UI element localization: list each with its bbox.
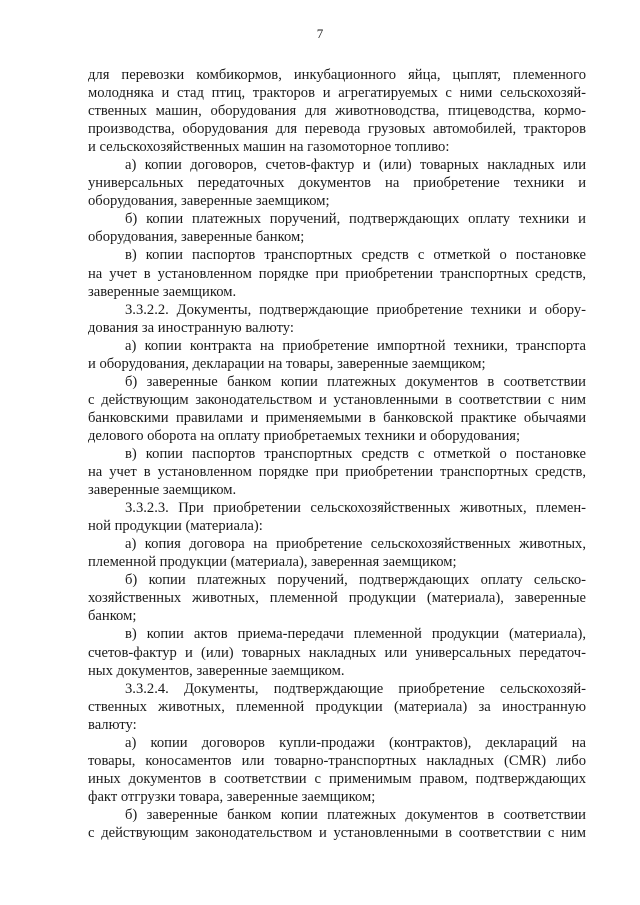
text-line: 3.3.2.3. При приобретении сельскохозяйственных животных, племен- [125, 500, 586, 517]
text-line: производства, оборудования для перевода грузовых автомобилей, тракторов [88, 121, 586, 138]
text-line: с действующим законодательством и установленными в соответствии с ним [88, 824, 586, 841]
text-line: на учет в установленном порядке при приобретении транспортных средств, [88, 464, 586, 481]
text-line: ственных машин, оборудования для животноводства, птицеводства, кормо- [88, 103, 586, 120]
text-line: счетов-фактур и (или) товарных накладных или универсальных передаточ- [88, 644, 586, 661]
text-line: ственных животных, племенной продукции (материала) за иностранную [88, 698, 586, 715]
text-line: б) копии платежных поручений, подтверждающих оплату техники и [125, 211, 586, 228]
text-line: в) копии паспортов транспортных средств с отметкой о постановке [125, 247, 586, 264]
text-line: б) копии платежных поручений, подтверждающих оплату сельско- [125, 572, 586, 589]
text-line: для перевозки комбикормов, инкубационного яйца, цыплят, племенного [88, 67, 586, 83]
page-number: 7 [316, 26, 324, 41]
text-line: а) копии контракта на приобретение импортной техники, транспорта [125, 337, 586, 354]
text-line: ной продукции (материала): [88, 518, 263, 535]
text-line: универсальных передаточных документов на приобретение техники и [88, 175, 586, 192]
text-line: дования за иностранную валюту: [88, 319, 294, 336]
text-line: б) заверенные банком копии платежных документов в соответствии [125, 373, 586, 390]
text-line: банком; [88, 608, 137, 625]
text-line: племенной продукции (материала), заверенная заемщиком; [88, 554, 457, 571]
text-line: в) копии актов приема-передачи племенной продукции (материала), [125, 626, 586, 643]
text-line: 3.3.2.2. Документы, подтверждающие приобретение техники и обору- [125, 301, 586, 318]
text-line: заверенные заемщиком. [88, 482, 237, 499]
text-line: 3.3.2.4. Документы, подтверждающие приобретение сельскохозяй- [125, 680, 586, 697]
text-line: оборудования, заверенные заемщиком; [88, 193, 330, 210]
text-line: б) заверенные банком копии платежных документов в соответствии [125, 806, 586, 823]
text-line: заверенные заемщиком. [88, 283, 237, 300]
text-line: факт отгрузки товара, заверенные заемщиком; [88, 788, 376, 805]
text-line: делового оборота на оплату приобретаемых техники и оборудования; [88, 427, 521, 444]
text-line: и сельскохозяйственных машин на газомоторное топливо: [88, 139, 450, 156]
text-line: валюту: [88, 716, 137, 733]
text-line: ных документов, заверенные заемщиком. [88, 662, 345, 679]
text-line: банковскими правилами и применяемыми в банковской практике обычаями [88, 409, 586, 426]
text-line: а) копии договоров купли-продажи (контрактов), деклараций на [125, 734, 586, 751]
text-line: и оборудования, декларации на товары, заверенные заемщиком; [88, 355, 486, 372]
text-line: хозяйственных животных, племенной продукции (материала), заверенные [88, 590, 586, 607]
text-line: а) копии договоров, счетов-фактур и (или) товарных накладных или [125, 157, 586, 174]
text-line: а) копия договора на приобретение сельскохозяйственных животных, [125, 536, 586, 553]
text-line: иных документов в соответствии с применимым правом, подтверждающих [88, 770, 586, 787]
document-body [88, 66, 586, 842]
text-line: с действующим законодательством и установленными в соответствии с ним [88, 391, 586, 408]
text-line: товары, коносаментов или товарно-транспортных накладных (CMR) либо [88, 752, 586, 769]
text-line: молодняка и стад птиц, тракторов и агрегатируемых с ними сельскохозяй- [88, 85, 586, 102]
text-line: в) копии паспортов транспортных средств с отметкой о постановке [125, 445, 586, 462]
text-line: на учет в установленном порядке при приобретении транспортных средств, [88, 265, 586, 282]
text-line: оборудования, заверенные банком; [88, 229, 305, 246]
